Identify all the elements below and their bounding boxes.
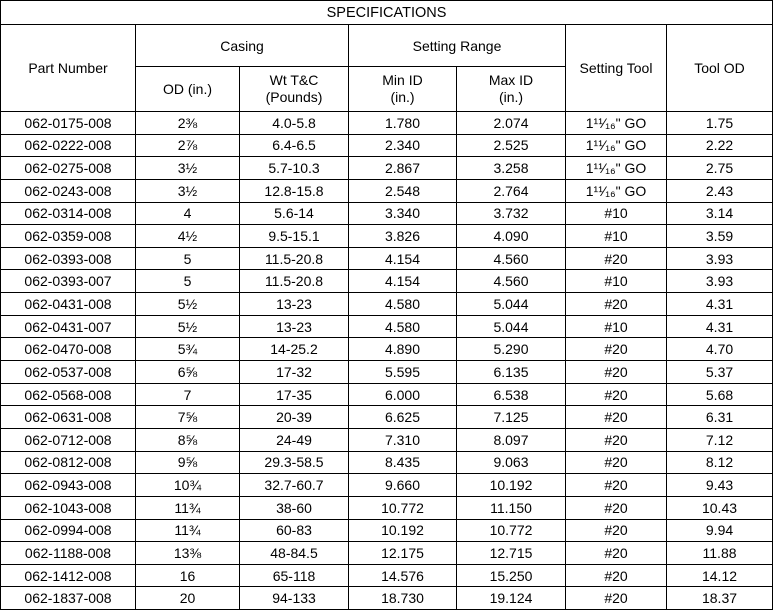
cell-part-number: 062-0568-008 (1, 383, 136, 406)
cell-od: 4½ (136, 225, 240, 248)
cell-max-id: 10.192 (457, 474, 566, 497)
table-row (1, 383, 773, 406)
cell-min-id: 10.772 (349, 496, 457, 519)
cell-setting-tool: #20 (566, 293, 667, 316)
cell-min-id: 3.826 (349, 225, 457, 248)
table-row (1, 474, 773, 497)
cell-setting-tool: 1¹¹⁄₁₆" GO (566, 134, 667, 157)
cell-tool-od: 3.14 (667, 202, 773, 225)
cell-wt: 12.8-15.8 (240, 179, 349, 202)
cell-od: 11¾ (136, 519, 240, 542)
table-row (1, 519, 773, 542)
header-max-id (457, 67, 566, 112)
cell-max-id: 2.525 (457, 134, 566, 157)
table-row (1, 587, 773, 610)
cell-wt: 5.6-14 (240, 202, 349, 225)
cell-od: 16 (136, 564, 240, 587)
cell-min-id: 10.192 (349, 519, 457, 542)
cell-tool-od: 4.31 (667, 293, 773, 316)
cell-od: 13⅜ (136, 542, 240, 565)
table-row (1, 361, 773, 384)
cell-setting-tool: #20 (566, 587, 667, 610)
cell-setting-tool: #20 (566, 247, 667, 270)
table-row (1, 202, 773, 225)
table-row (1, 451, 773, 474)
cell-od: 7 (136, 383, 240, 406)
cell-max-id: 11.150 (457, 496, 566, 519)
header-min-id (349, 67, 457, 112)
cell-wt: 13-23 (240, 293, 349, 316)
header-part-number: Part Number (1, 25, 136, 112)
cell-min-id: 14.576 (349, 564, 457, 587)
cell-tool-od: 7.12 (667, 428, 773, 451)
cell-max-id: 12.715 (457, 542, 566, 565)
cell-setting-tool: #10 (566, 270, 667, 293)
cell-min-id: 2.340 (349, 134, 457, 157)
cell-max-id: 6.538 (457, 383, 566, 406)
cell-wt: 20-39 (240, 406, 349, 429)
cell-od: 20 (136, 587, 240, 610)
cell-wt: 9.5-15.1 (240, 225, 349, 248)
cell-tool-od: 4.70 (667, 338, 773, 361)
cell-wt: 29.3-58.5 (240, 451, 349, 474)
cell-min-id: 4.580 (349, 315, 457, 338)
header-min-line2: (in.) (390, 89, 415, 105)
cell-max-id: 5.044 (457, 315, 566, 338)
cell-part-number: 062-1043-008 (1, 496, 136, 519)
cell-setting-tool: #10 (566, 225, 667, 248)
cell-setting-tool: #20 (566, 564, 667, 587)
cell-od: 6⅝ (136, 361, 240, 384)
cell-tool-od: 2.22 (667, 134, 773, 157)
header-od: OD (in.) (136, 67, 240, 112)
table-row (1, 112, 773, 135)
cell-max-id: 8.097 (457, 428, 566, 451)
cell-min-id: 4.154 (349, 247, 457, 270)
cell-tool-od: 3.93 (667, 247, 773, 270)
cell-min-id: 6.625 (349, 406, 457, 429)
cell-max-id: 19.124 (457, 587, 566, 610)
cell-part-number: 062-0243-008 (1, 179, 136, 202)
cell-part-number: 062-0431-008 (1, 293, 136, 316)
cell-wt: 17-32 (240, 361, 349, 384)
cell-od: 5½ (136, 315, 240, 338)
cell-max-id: 9.063 (457, 451, 566, 474)
cell-tool-od: 3.93 (667, 270, 773, 293)
header-casing: Casing (136, 25, 349, 67)
cell-max-id: 10.772 (457, 519, 566, 542)
cell-min-id: 8.435 (349, 451, 457, 474)
cell-tool-od: 2.75 (667, 157, 773, 180)
cell-part-number: 062-0943-008 (1, 474, 136, 497)
header-wt (240, 67, 349, 112)
cell-part-number: 062-0393-008 (1, 247, 136, 270)
header-tool-od: Tool OD (667, 25, 773, 112)
cell-od: 11¾ (136, 496, 240, 519)
cell-wt: 94-133 (240, 587, 349, 610)
cell-od: 9⅝ (136, 451, 240, 474)
cell-wt: 5.7-10.3 (240, 157, 349, 180)
cell-wt: 65-118 (240, 564, 349, 587)
cell-tool-od: 11.88 (667, 542, 773, 565)
cell-part-number: 062-1837-008 (1, 587, 136, 610)
header-setting-range: Setting Range (349, 25, 566, 67)
cell-setting-tool: #20 (566, 496, 667, 519)
cell-max-id: 4.560 (457, 247, 566, 270)
cell-tool-od: 5.68 (667, 383, 773, 406)
cell-od: 8⅝ (136, 428, 240, 451)
cell-wt: 11.5-20.8 (240, 270, 349, 293)
cell-setting-tool: 1¹¹⁄₁₆" GO (566, 179, 667, 202)
table-row (1, 406, 773, 429)
cell-setting-tool: #20 (566, 519, 667, 542)
table-row (1, 270, 773, 293)
cell-setting-tool: #20 (566, 451, 667, 474)
cell-max-id: 7.125 (457, 406, 566, 429)
cell-setting-tool: #20 (566, 428, 667, 451)
cell-part-number: 062-0537-008 (1, 361, 136, 384)
table-row (1, 134, 773, 157)
cell-tool-od: 9.43 (667, 474, 773, 497)
cell-od: 10¾ (136, 474, 240, 497)
cell-max-id: 2.764 (457, 179, 566, 202)
table-row (1, 315, 773, 338)
cell-max-id: 2.074 (457, 112, 566, 135)
cell-tool-od: 10.43 (667, 496, 773, 519)
cell-setting-tool: #20 (566, 406, 667, 429)
cell-tool-od: 6.31 (667, 406, 773, 429)
cell-part-number: 062-0314-008 (1, 202, 136, 225)
table-row (1, 338, 773, 361)
cell-part-number: 062-0175-008 (1, 112, 136, 135)
cell-min-id: 4.580 (349, 293, 457, 316)
table-row (1, 157, 773, 180)
cell-tool-od: 2.43 (667, 179, 773, 202)
cell-min-id: 2.867 (349, 157, 457, 180)
cell-wt: 32.7-60.7 (240, 474, 349, 497)
cell-max-id: 6.135 (457, 361, 566, 384)
table-row (1, 496, 773, 519)
table-row (1, 179, 773, 202)
cell-od: 5 (136, 270, 240, 293)
header-wt-line2: (Pounds) (265, 89, 323, 105)
cell-wt: 38-60 (240, 496, 349, 519)
cell-od: 3½ (136, 179, 240, 202)
header-min-line1: Min ID (382, 72, 423, 88)
cell-min-id: 4.890 (349, 338, 457, 361)
cell-max-id: 4.560 (457, 270, 566, 293)
header-max-line2: (in.) (498, 89, 524, 105)
cell-setting-tool: #20 (566, 542, 667, 565)
cell-max-id: 3.258 (457, 157, 566, 180)
cell-tool-od: 4.31 (667, 315, 773, 338)
cell-wt: 11.5-20.8 (240, 247, 349, 270)
cell-part-number: 062-0222-008 (1, 134, 136, 157)
cell-od: 5½ (136, 293, 240, 316)
cell-tool-od: 14.12 (667, 564, 773, 587)
cell-max-id: 5.290 (457, 338, 566, 361)
cell-wt: 13-23 (240, 315, 349, 338)
cell-od: 2⅞ (136, 134, 240, 157)
cell-tool-od: 18.37 (667, 587, 773, 610)
header-max-line1: Max ID (488, 72, 534, 88)
table-body (1, 112, 773, 610)
cell-tool-od: 3.59 (667, 225, 773, 248)
cell-min-id: 18.730 (349, 587, 457, 610)
cell-tool-od: 9.94 (667, 519, 773, 542)
table-row (1, 293, 773, 316)
header-setting-tool: Setting Tool (566, 25, 667, 112)
header-wt-line1: Wt T&C (269, 72, 319, 88)
cell-part-number: 062-1188-008 (1, 542, 136, 565)
cell-tool-od: 1.75 (667, 112, 773, 135)
cell-setting-tool: #20 (566, 338, 667, 361)
cell-setting-tool: #20 (566, 474, 667, 497)
table-title: SPECIFICATIONS (1, 1, 773, 25)
cell-min-id: 12.175 (349, 542, 457, 565)
cell-setting-tool: #10 (566, 202, 667, 225)
cell-min-id: 2.548 (349, 179, 457, 202)
cell-wt: 17-35 (240, 383, 349, 406)
cell-max-id: 4.090 (457, 225, 566, 248)
cell-wt: 60-83 (240, 519, 349, 542)
table-row (1, 564, 773, 587)
cell-min-id: 9.660 (349, 474, 457, 497)
cell-part-number: 062-0393-007 (1, 270, 136, 293)
cell-max-id: 15.250 (457, 564, 566, 587)
cell-setting-tool: 1¹¹⁄₁₆" GO (566, 112, 667, 135)
cell-min-id: 5.595 (349, 361, 457, 384)
cell-od: 3½ (136, 157, 240, 180)
cell-min-id: 7.310 (349, 428, 457, 451)
cell-tool-od: 5.37 (667, 361, 773, 384)
cell-part-number: 062-0994-008 (1, 519, 136, 542)
cell-tool-od: 8.12 (667, 451, 773, 474)
cell-wt: 6.4-6.5 (240, 134, 349, 157)
cell-part-number: 062-0470-008 (1, 338, 136, 361)
table-row (1, 428, 773, 451)
cell-setting-tool: #20 (566, 361, 667, 384)
cell-wt: 24-49 (240, 428, 349, 451)
cell-max-id: 5.044 (457, 293, 566, 316)
cell-od: 5¾ (136, 338, 240, 361)
cell-od: 2⅜ (136, 112, 240, 135)
table-row (1, 542, 773, 565)
cell-setting-tool: #20 (566, 383, 667, 406)
cell-od: 7⅝ (136, 406, 240, 429)
cell-wt: 48-84.5 (240, 542, 349, 565)
cell-part-number: 062-0275-008 (1, 157, 136, 180)
cell-min-id: 1.780 (349, 112, 457, 135)
cell-part-number: 062-0431-007 (1, 315, 136, 338)
cell-setting-tool: #10 (566, 315, 667, 338)
cell-part-number: 062-1412-008 (1, 564, 136, 587)
cell-min-id: 4.154 (349, 270, 457, 293)
table-row (1, 247, 773, 270)
cell-part-number: 062-0359-008 (1, 225, 136, 248)
cell-part-number: 062-0631-008 (1, 406, 136, 429)
cell-od: 4 (136, 202, 240, 225)
cell-setting-tool: 1¹¹⁄₁₆" GO (566, 157, 667, 180)
table-row (1, 225, 773, 248)
cell-part-number: 062-0712-008 (1, 428, 136, 451)
cell-part-number: 062-0812-008 (1, 451, 136, 474)
cell-wt: 14-25.2 (240, 338, 349, 361)
cell-od: 5 (136, 247, 240, 270)
cell-min-id: 3.340 (349, 202, 457, 225)
cell-wt: 4.0-5.8 (240, 112, 349, 135)
cell-min-id: 6.000 (349, 383, 457, 406)
cell-max-id: 3.732 (457, 202, 566, 225)
